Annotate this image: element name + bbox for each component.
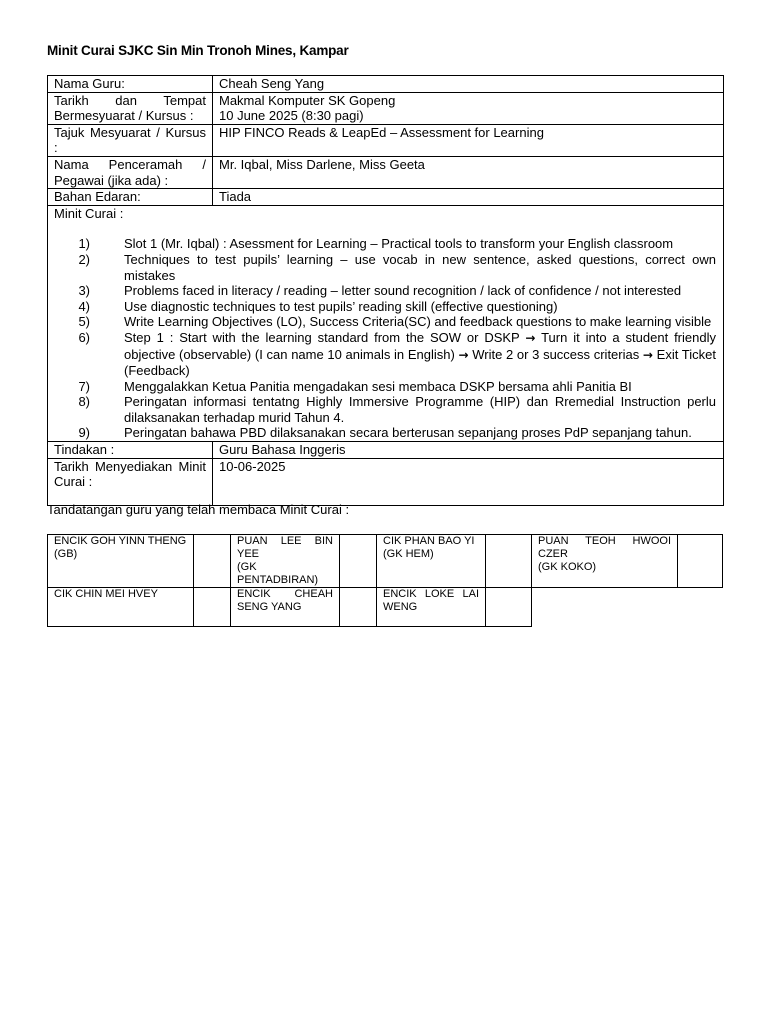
list-item [54, 314, 716, 330]
minutes-info-table [47, 75, 724, 506]
teacher-name: ENCIK LOKE LAI WENG [383, 588, 479, 613]
value-nama-guru: Cheah Seng Yang [213, 76, 724, 93]
label-minit: Minit Curai : [54, 205, 124, 221]
item-number: 2) [78, 251, 90, 267]
item-text: Peringatan bahawa PBD dilaksanakan secara berterusan sepanjang proses PdP sepanjang tahun. [124, 425, 692, 441]
signature-name-cell [377, 588, 486, 627]
list-item [54, 283, 716, 299]
value-tarikh: 10 June 2025 (8:30 pagi) [219, 108, 364, 124]
row-nama-guru [48, 76, 724, 93]
item-number: 6) [78, 329, 90, 345]
teacher-name: CIK PHAN BAO YI [383, 535, 475, 547]
signature-box[interactable] [486, 535, 532, 588]
item-text: Write Learning Objectives (LO), Success Criteria(SC) and feedback questions to make learning visible [124, 314, 712, 330]
signature-row [48, 588, 723, 627]
list-item [54, 379, 716, 395]
list-item [54, 394, 716, 425]
arrow-right-icon: → [458, 347, 469, 362]
row-tarikh-sedia [48, 458, 724, 505]
teacher-role: (GK PENTADBIRAN) [237, 561, 319, 586]
teacher-name: PUAN LEE BIN YEE [237, 535, 333, 560]
arrow-right-icon: → [642, 347, 653, 362]
value-tajuk: HIP FINCO Reads & LeapEd – Assessment for Learning [213, 124, 724, 156]
signature-name-cell [532, 535, 678, 588]
item-number: 8) [78, 394, 90, 410]
teacher-name: CIK CHIN MEI HVEY [54, 588, 158, 600]
document-title: Minit Curai SJKC Sin Min Tronoh Mines, Kampar [47, 43, 349, 58]
teacher-role: (GB) [54, 548, 78, 560]
row-penceramah [48, 156, 724, 188]
label-tarikh-sedia: Tarikh Menyediakan Minit Curai : [48, 458, 213, 505]
signature-name-cell [231, 535, 340, 588]
item-text: Menggalakkan Ketua Panitia mengadakan sesi membaca DSKP bersama ahli Panitia BI [124, 378, 632, 394]
label-tarikh-tempat: Tarikh dan Tempat Bermesyuarat / Kursus : [48, 92, 213, 124]
teacher-role: (GK HEM) [383, 548, 434, 560]
teacher-name: ENCIK CHEAH SENG YANG [237, 588, 333, 613]
empty-cell [678, 588, 723, 627]
item-number: 1) [78, 236, 90, 252]
item-text-part: Turn it into a student friendly objective (observable) (I can name 10 animals in English) [124, 329, 716, 362]
item-text [124, 330, 716, 379]
value-tempat: Makmal Komputer SK Gopeng [219, 92, 396, 108]
list-item [54, 330, 716, 379]
signature-name-cell [231, 588, 340, 627]
row-minit [48, 205, 724, 441]
list-item [54, 252, 716, 283]
teacher-name: ENCIK GOH YINN THENG [54, 535, 187, 547]
list-item [54, 236, 716, 252]
signature-title: Tandatangan guru yang telah membaca Minit Curai : [47, 502, 350, 517]
item-number: 5) [78, 314, 90, 330]
signature-box[interactable] [194, 535, 231, 588]
value-bahan: Tiada [213, 189, 724, 206]
label-penceramah: Nama Penceramah / Pegawai (jika ada) : [48, 156, 213, 188]
arrow-right-icon: → [525, 330, 536, 345]
value-tarikh-sedia: 10-06-2025 [213, 458, 724, 505]
signature-box[interactable] [194, 588, 231, 627]
value-tarikh-tempat [213, 92, 724, 124]
teacher-name: PUAN TEOH HWOOI CZER [538, 535, 671, 560]
item-text: Use diagnostic techniques to test pupils’ reading skill (effective questioning) [124, 298, 558, 314]
row-bahan [48, 189, 724, 206]
item-text: Techniques to test pupils’ learning – use vocab in new sentence, asked questions, correct own mistakes [124, 251, 716, 283]
row-tindakan [48, 442, 724, 459]
signature-box[interactable] [340, 588, 377, 627]
item-text: Problems faced in literacy / reading – letter sound recognition / lack of confidence / not interested [124, 283, 682, 299]
item-number: 9) [78, 425, 90, 441]
teacher-role: (GK KOKO) [538, 561, 597, 573]
item-text-part: Exit Ticket (Feedback) [124, 346, 716, 379]
signature-name-cell [377, 535, 486, 588]
row-tarikh-tempat [48, 92, 724, 124]
signature-box[interactable] [678, 535, 723, 588]
signature-table [47, 534, 723, 627]
value-penceramah: Mr. Iqbal, Miss Darlene, Miss Geeta [213, 156, 724, 188]
label-nama-guru: Nama Guru: [48, 76, 213, 93]
minit-cell [48, 205, 724, 441]
item-text-part: Write 2 or 3 success criterias [468, 346, 643, 362]
signature-name-cell [48, 535, 194, 588]
item-number: 4) [78, 298, 90, 314]
label-tindakan: Tindakan : [48, 442, 213, 459]
label-bahan: Bahan Edaran: [48, 189, 213, 206]
list-item [54, 299, 716, 315]
signature-box[interactable] [340, 535, 377, 588]
signature-row [48, 535, 723, 588]
value-tindakan: Guru Bahasa Inggeris [213, 442, 724, 459]
item-text: Peringatan informasi tentatng Highly Immersive Programme (HIP) dan Rremedial Instruction perlu dilaksanakan terhadap murid Tahun 4. [124, 394, 716, 425]
item-number: 3) [78, 283, 90, 299]
signature-name-cell [48, 588, 194, 627]
minit-list [54, 236, 716, 441]
empty-cell [532, 588, 678, 627]
item-number: 7) [78, 378, 90, 394]
list-item [54, 425, 716, 441]
item-text-part: Step 1 : Start with the learning standard from the SOW or DSKP [124, 329, 526, 345]
item-text: Slot 1 (Mr. Iqbal) : Asessment for Learning – Practical tools to transform your English classroom [124, 236, 674, 252]
signature-box[interactable] [486, 588, 532, 627]
label-tajuk: Tajuk Mesyuarat / Kursus : [48, 124, 213, 156]
row-tajuk [48, 124, 724, 156]
